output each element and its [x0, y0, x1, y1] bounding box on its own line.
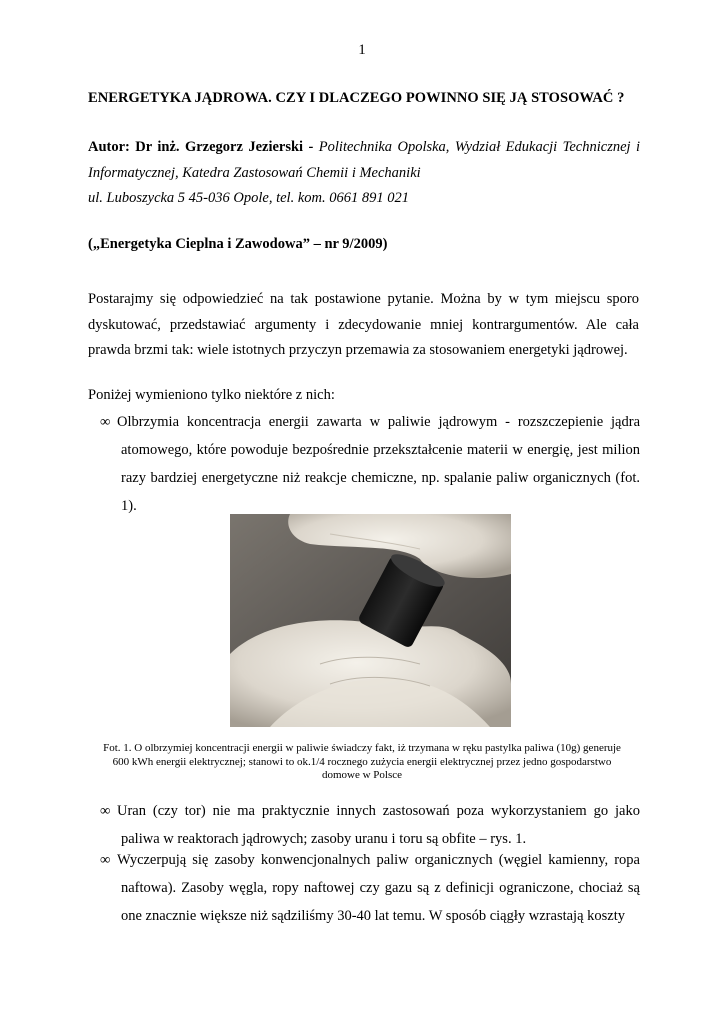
bullet-icon: ∞ [100, 414, 111, 430]
list-item-text: Olbrzymia koncentracja energii zawarta w paliwie jądrowym - rozszczepienie jądra atomowego, które powoduje bezpośrednie przekształcenie materii w energię, jest milion razy bardziej energetyczne niż reakcje chemiczne, np. spalanie paliw organicznych (fot. 1). [117, 414, 640, 514]
author-address: ul. Luboszycka 5 45-036 Opole, tel. kom. 0661 891 021 [88, 190, 409, 206]
document-title: ENERGETYKA JĄDROWA. CZY I DLACZEGO POWINNO SIĘ JĄ STOSOWAĆ ? [88, 90, 625, 106]
author-affiliation: Politechnika Opolska, Wydział Edukacji Technicznej i Informatycznej, Katedra Zastosowań Chemii i Mechaniki [88, 139, 641, 181]
fuel-pellet-photo [230, 514, 511, 727]
figure-caption: Fot. 1. O olbrzymiej koncentracji energii w paliwie świadczy fakt, iż trzymana w ręku pastylka paliwa (10g) generuje 600 kWh energii elektrycznej; stanowi to ok.1/4 rocznego zużycia energii elektrycznej przez jedno gospodarstwo domowe w Polsce [103, 742, 621, 781]
list-intro: Poniżej wymieniono tylko niektóre z nich: [88, 387, 335, 403]
list-item [100, 797, 640, 853]
publication-source: („Energetyka Cieplna i Zawodowa” – nr 9/2009) [88, 236, 388, 252]
photo-illustration [230, 514, 511, 727]
intro-paragraph: Postarajmy się odpowiedzieć na tak postawione pytanie. Można by w tym miejscu sporo dyskutować, przedstawiać argumenty i zdecydowanie mniej kontrargumentów. Ale cała prawda brzmi tak: wiele istotnych przyczyn przemawia za stosowaniem energetyki jądrowej. [88, 291, 639, 358]
author-block [88, 135, 640, 212]
bullet-icon: ∞ [100, 803, 111, 819]
list-item-text: Wyczerpują się zasoby konwencjonalnych paliw organicznych (węgiel kamienny, ropa naftowa). Zasoby węgla, ropy naftowej czy gazu są z definicji ograniczone, chociaż są one znacznie większe niż sądziliśmy 30-40 lat temu. W sposób ciągły wzrastają koszty [117, 852, 640, 924]
list-item-text: Uran (czy tor) nie ma praktycznie innych zastosowań poza wykorzystaniem go jako paliwa w reaktorach jądrowych; zasoby uranu i toru są obfite – rys. 1. [117, 803, 640, 847]
page-number: 1 [358, 42, 366, 58]
bullet-icon: ∞ [100, 852, 111, 868]
list-item [100, 846, 640, 930]
list-item [100, 408, 640, 520]
author-name: Autor: Dr inż. Grzegorz Jezierski - [88, 139, 314, 155]
